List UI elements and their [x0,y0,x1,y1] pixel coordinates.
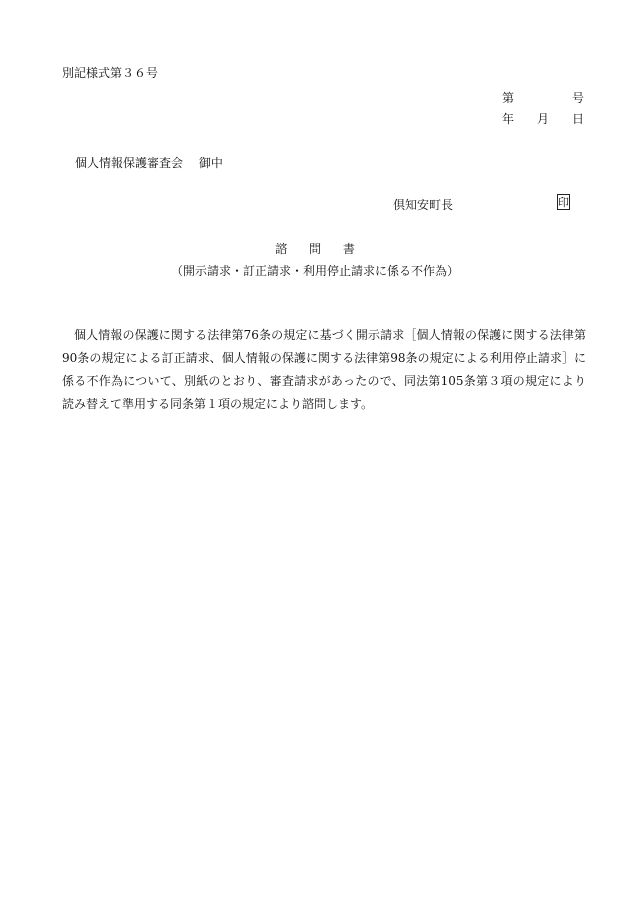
document-number-suffix: 号 [571,91,584,105]
body-paragraph: 個人情報の保護に関する法律第76条の規定に基づく開示請求［個人情報の保護に関する法律第90条の規定による訂正請求、個人情報の保護に関する法律第98条の規定による利用停止請求］に係る不作為について、別紙のとおり、審査請求があったので、同法第105条第３項の規定により読み替えて準用する同条第１項の規定により諮問します。 [62,328,586,411]
seal-mark: 印 [558,195,569,209]
document-number [502,89,584,106]
document-title [0,240,630,257]
document-date [502,110,584,127]
addressee [75,154,223,171]
date-day: 日 [571,112,584,126]
title-char: 諮 [275,242,288,256]
document-number-prefix: 第 [502,91,515,105]
date-year: 年 [502,112,515,126]
document-subtitle: （開示請求・訂正請求・利用停止請求に係る不作為） [170,264,459,278]
title-char: 問 [308,242,321,256]
date-month: 月 [536,112,549,126]
addressee-name: 個人情報保護審査会 [75,156,184,170]
sender-name: 倶知安町長 [393,198,454,212]
title-char: 書 [342,242,355,256]
addressee-honorific: 御中 [198,156,223,170]
form-number: 別記様式第３６号 [62,66,159,80]
